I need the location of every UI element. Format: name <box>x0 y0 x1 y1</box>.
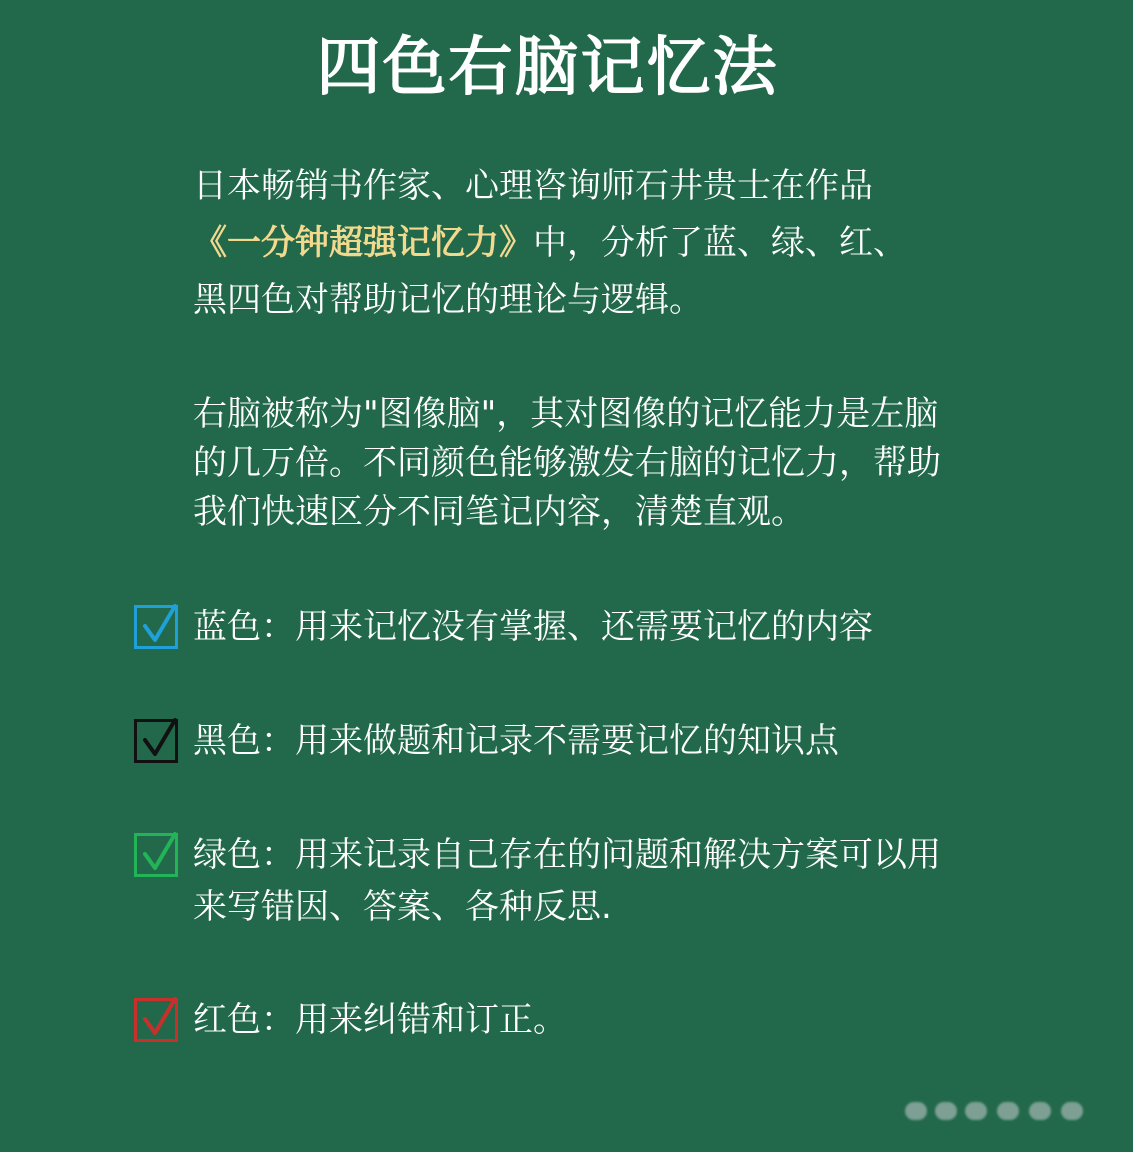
color-item-text <box>193 829 1033 933</box>
color-item-line-2: 来写错因、答案、各种反思. <box>193 887 612 927</box>
page-title: 四色右脑记忆法 <box>316 31 779 105</box>
color-item-text <box>193 715 1033 767</box>
intro-line-2 <box>193 215 1033 272</box>
checkbox-checked-icon <box>134 833 178 877</box>
color-item-line-1: 红色：用来纠错和订正。 <box>193 1000 567 1040</box>
brain-line-1: 右脑被称为"图像脑"，其对图像的记忆能力是左脑 <box>193 394 939 434</box>
checkbox-checked-icon <box>134 719 178 763</box>
intro-line-3: 黑四色对帮助记忆的理论与逻辑。 <box>193 280 703 320</box>
color-item-text <box>193 994 1033 1046</box>
color-item-text <box>193 601 1033 653</box>
checkbox-checked-icon <box>134 605 178 649</box>
intro-line-2-rest: 中，分析了蓝、绿、红、 <box>533 223 907 263</box>
intro-paragraph <box>193 158 1033 329</box>
watermark-logo <box>905 1098 1105 1124</box>
book-title: 《一分钟超强记忆力》 <box>193 223 533 263</box>
brain-line-3: 我们快速区分不同笔记内容，清楚直观。 <box>193 492 805 532</box>
intro-line-1: 日本畅销书作家、心理咨询师石井贵士在作品 <box>193 166 873 206</box>
color-item-line-1: 绿色：用来记录自己存在的问题和解决方案可以用 <box>193 835 941 875</box>
color-item-line-1: 黑色：用来做题和记录不需要记忆的知识点 <box>193 721 839 761</box>
brain-line-2: 的几万倍。不同颜色能够激发右脑的记忆力，帮助 <box>193 443 941 483</box>
color-item-line-1: 蓝色：用来记忆没有掌握、还需要记忆的内容 <box>193 607 873 647</box>
brain-paragraph <box>193 390 1033 537</box>
checkbox-checked-icon <box>134 998 178 1042</box>
